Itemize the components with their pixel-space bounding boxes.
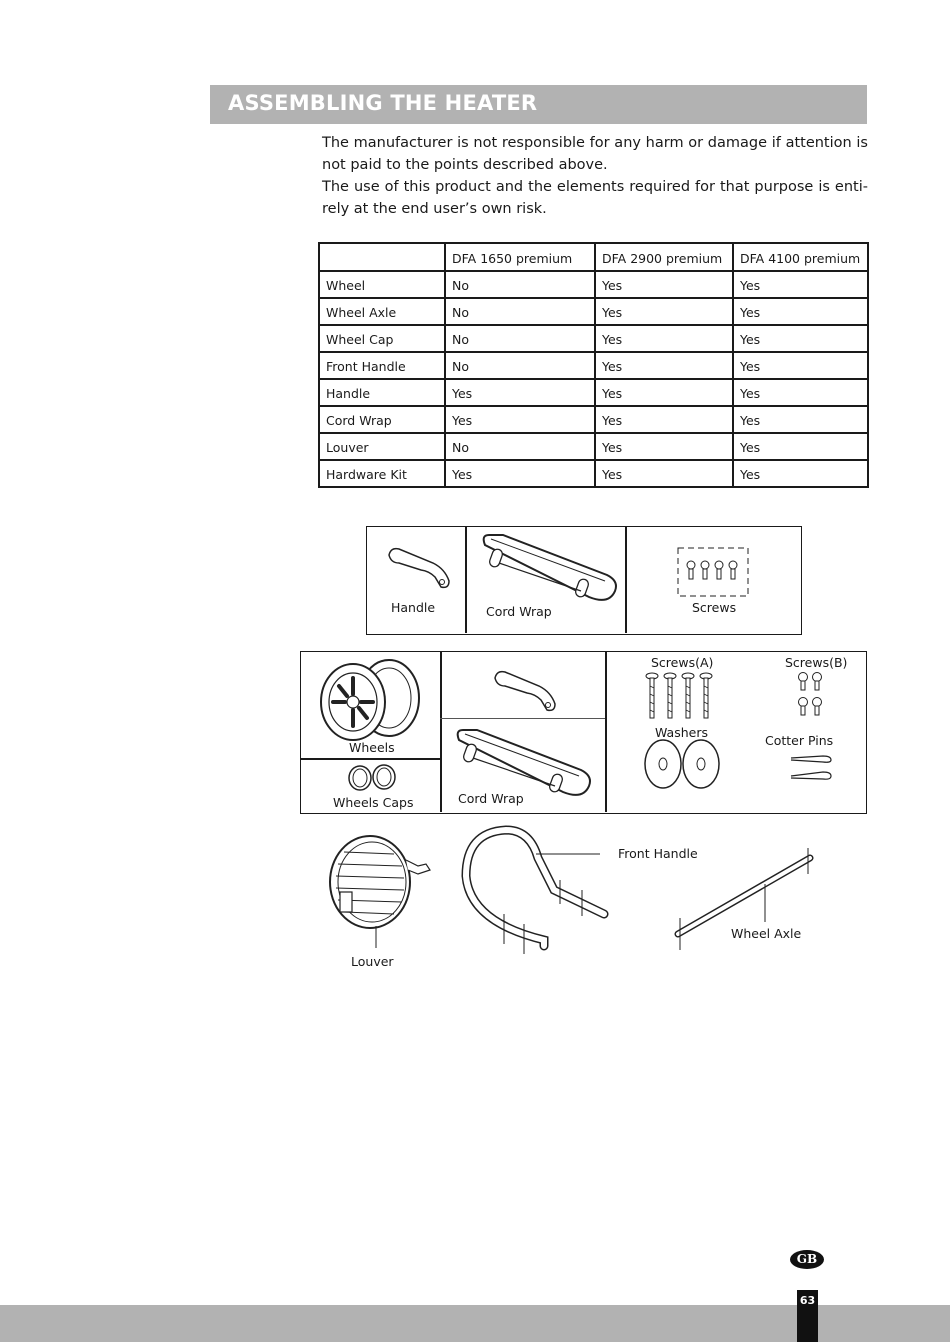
screws-a-label: Screws(A) xyxy=(651,655,714,670)
intro-paragraph: The use of this product and the elements required for that purpose is entirely at the end user’s own risk. xyxy=(322,179,868,217)
intro-paragraph: The manufacturer is not responsible for any harm or damage if attention is not paid to the points described above. xyxy=(322,135,868,173)
cord-wrap-icon xyxy=(453,726,595,800)
table-cell: Yes xyxy=(595,406,733,433)
handle-label: Handle xyxy=(391,600,436,615)
front-handle-icon xyxy=(460,828,620,960)
intro-text xyxy=(322,132,868,220)
wheel-axle-label: Wheel Axle xyxy=(731,926,802,941)
table-cell: Yes xyxy=(733,271,868,298)
front-handle-label: Front Handle xyxy=(618,846,698,861)
part-name-cell: Louver xyxy=(319,433,445,460)
table-row xyxy=(319,406,868,433)
handle-icon xyxy=(385,543,455,593)
cotter-pins-label: Cotter Pins xyxy=(765,733,834,748)
page-number: 63 xyxy=(797,1290,818,1342)
table-cell: Yes xyxy=(595,352,733,379)
section-header xyxy=(210,85,867,124)
wheels-icon xyxy=(319,656,423,744)
table-cell: No xyxy=(445,298,595,325)
table-cell: Yes xyxy=(733,406,868,433)
section-title: ASSEMBLING THE HEATER xyxy=(228,91,538,115)
handle-icon xyxy=(491,666,561,716)
table-cell: Yes xyxy=(445,379,595,406)
table-row xyxy=(319,433,868,460)
washers-icon xyxy=(643,738,723,790)
cord-wrap-label: Cord Wrap xyxy=(486,604,552,619)
table-row xyxy=(319,460,868,487)
washers-label: Washers xyxy=(655,725,708,740)
table-cell: Yes xyxy=(445,406,595,433)
table-cell: Yes xyxy=(733,433,868,460)
cord-wrap-icon xyxy=(479,531,621,605)
table-cell: Yes xyxy=(733,298,868,325)
part-name-cell: Handle xyxy=(319,379,445,406)
table-cell: Yes xyxy=(733,460,868,487)
table-cell: Yes xyxy=(595,460,733,487)
table-header-cell: DFA 1650 premium xyxy=(445,243,595,271)
table-cell: Yes xyxy=(595,298,733,325)
table-cell: Yes xyxy=(595,271,733,298)
part-name-cell: Wheel Cap xyxy=(319,325,445,352)
table-row xyxy=(319,271,868,298)
table-cell: No xyxy=(445,352,595,379)
table-cell: Yes xyxy=(733,352,868,379)
cotter-pins-icon xyxy=(789,752,835,786)
screws-a-icon xyxy=(643,672,715,722)
table-row xyxy=(319,352,868,379)
table-header-cell: DFA 4100 premium xyxy=(733,243,868,271)
table-cell: Yes xyxy=(733,325,868,352)
language-badge: GB xyxy=(790,1250,824,1269)
table-cell: Yes xyxy=(445,460,595,487)
table-cell: Yes xyxy=(733,379,868,406)
wheels-caps-label: Wheels Caps xyxy=(333,795,414,810)
table-cell: No xyxy=(445,271,595,298)
parts-table xyxy=(318,242,869,488)
part-name-cell: Wheel xyxy=(319,271,445,298)
louver-icon xyxy=(322,830,442,950)
part-name-cell: Hardware Kit xyxy=(319,460,445,487)
table-cell: Yes xyxy=(595,325,733,352)
wheels-label: Wheels xyxy=(349,740,395,755)
part-name-cell: Wheel Axle xyxy=(319,298,445,325)
table-header-cell: DFA 2900 premium xyxy=(595,243,733,271)
hardware-kit-small xyxy=(366,526,802,635)
hardware-kit-large xyxy=(300,651,867,814)
part-name-cell: Front Handle xyxy=(319,352,445,379)
table-header-row xyxy=(319,243,868,271)
screws-label: Screws xyxy=(692,600,737,615)
wheel-caps-icon xyxy=(347,764,397,792)
screws-b-label: Screws(B) xyxy=(785,655,848,670)
cord-wrap-label: Cord Wrap xyxy=(458,791,524,806)
louver-label: Louver xyxy=(351,954,394,969)
table-cell: No xyxy=(445,433,595,460)
table-cell: No xyxy=(445,325,595,352)
table-row xyxy=(319,298,868,325)
part-name-cell: Cord Wrap xyxy=(319,406,445,433)
screws-b-icon xyxy=(795,672,825,720)
table-header-cell xyxy=(319,243,445,271)
table-cell: Yes xyxy=(595,433,733,460)
table-cell: Yes xyxy=(595,379,733,406)
table-row xyxy=(319,325,868,352)
screws-icon xyxy=(677,547,749,599)
table-row xyxy=(319,379,868,406)
